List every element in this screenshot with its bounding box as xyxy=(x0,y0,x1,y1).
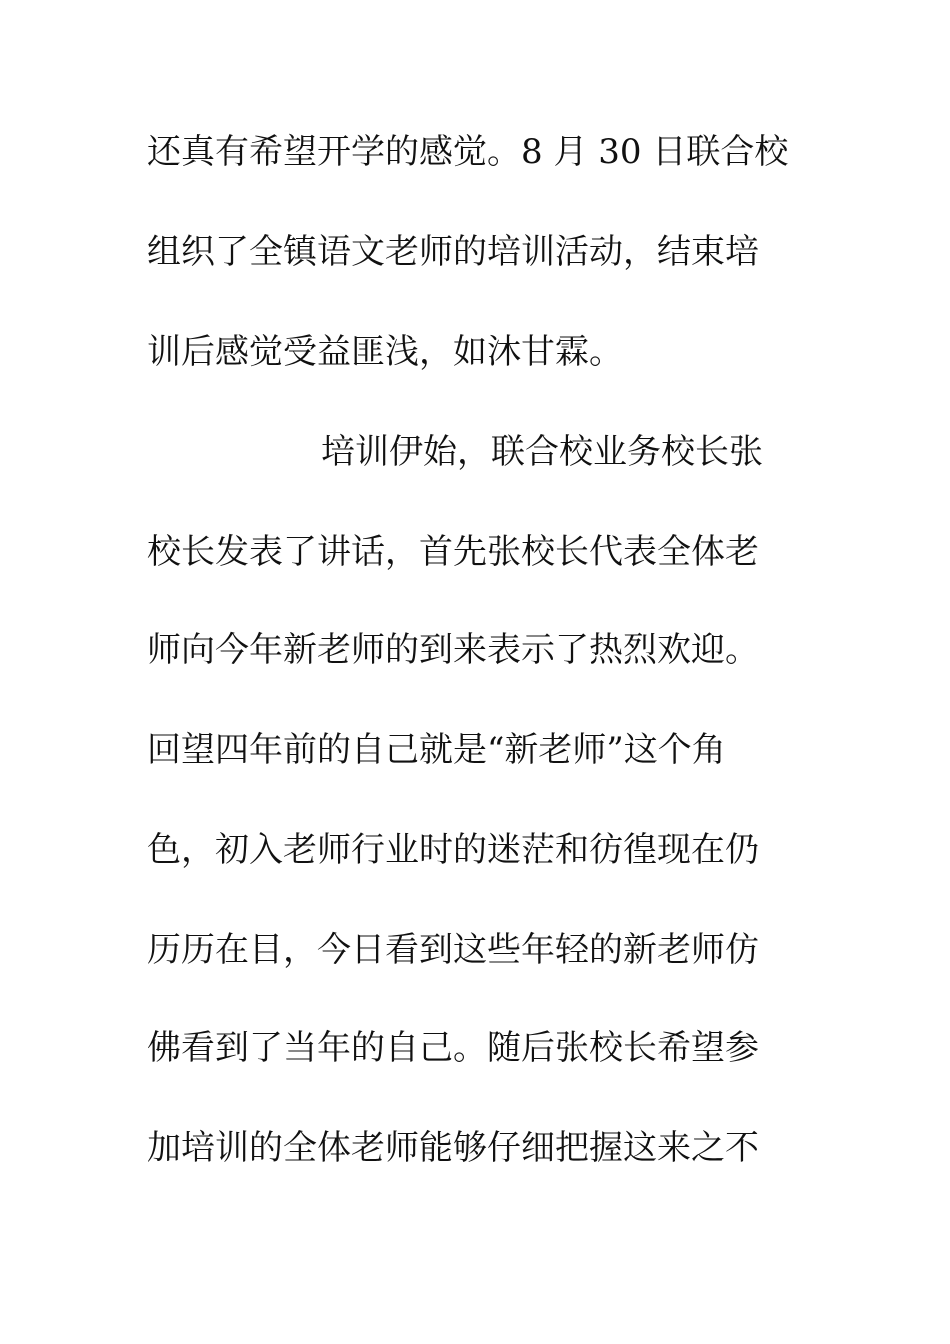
text-line: 色，初入老师行业时的迷茫和彷徨现在仍 xyxy=(147,830,759,870)
text-line: 佛看到了当年的自己。随后张校长希望参 xyxy=(147,1028,759,1068)
text-line: 回望四年前的自己就是“新老师”这个角 xyxy=(147,730,726,770)
text-line: 训后感觉受益匪浅，如沐甘霖。 xyxy=(147,332,623,372)
text-line: 师向今年新老师的到来表示了热烈欢迎。 xyxy=(147,630,759,670)
text-line: 加培训的全体老师能够仔细把握这来之不 xyxy=(147,1128,759,1168)
text-line: 组织了全镇语文老师的培训活动，结束培 xyxy=(147,232,759,272)
paragraph-start-line: 培训伊始，联合校业务校长张 xyxy=(321,432,763,472)
text-line: 历历在目，今日看到这些年轻的新老师仿 xyxy=(147,930,759,970)
text-line: 还真有希望开学的感觉。8 月 30 日联合校 xyxy=(147,132,789,172)
text-line: 校长发表了讲话，首先张校长代表全体老 xyxy=(147,532,759,572)
